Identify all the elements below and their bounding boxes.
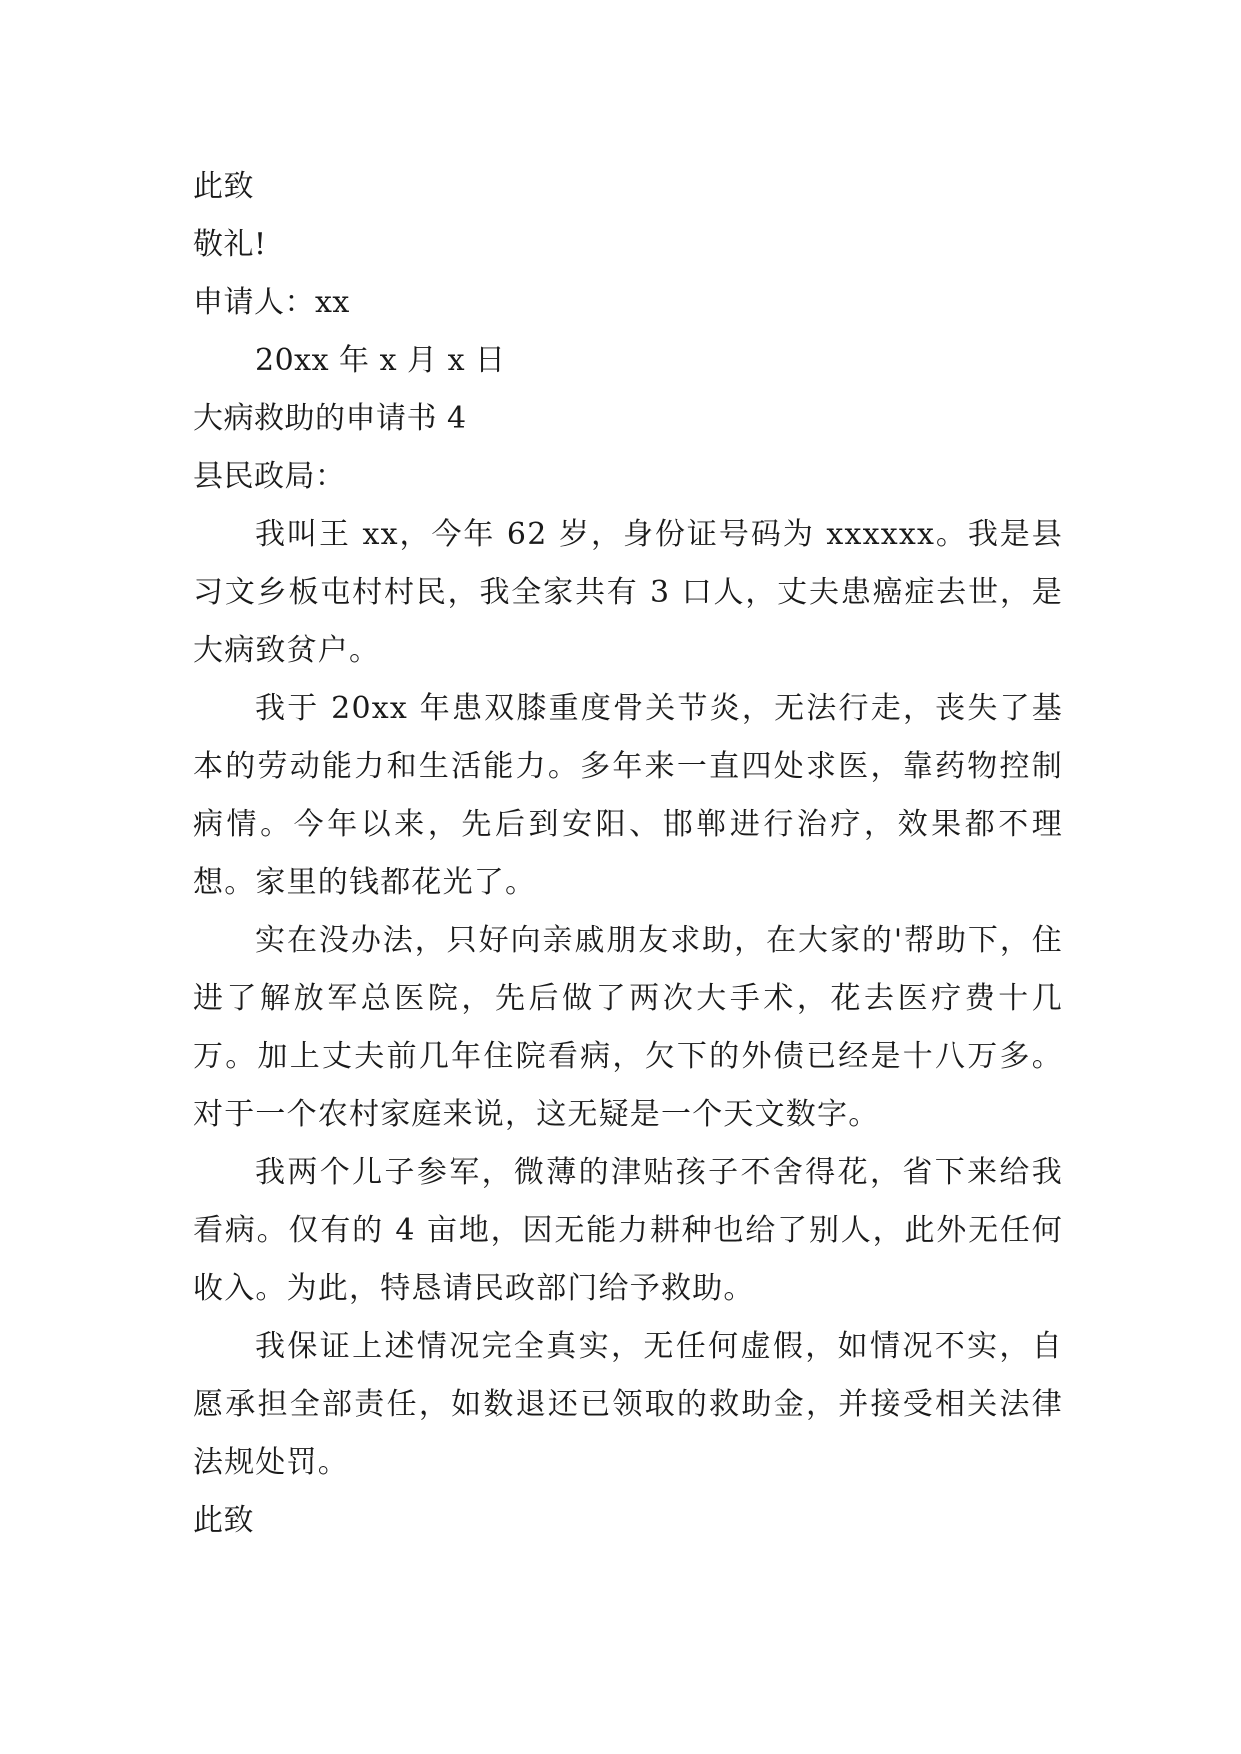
- closing-salutation-end: 此致: [193, 1503, 254, 1538]
- signature-date: 20xx 年 x 月 x 日: [255, 343, 506, 378]
- applicant-signature: 申请人：xx: [193, 285, 350, 320]
- closing-salutation: 此致: [193, 169, 254, 204]
- addressee: 县民政局：: [193, 459, 346, 494]
- document-title: 大病救助的申请书 4: [193, 401, 467, 436]
- document-page: [193, 158, 1063, 1550]
- body-paragraph: 我叫王 xx，今年 62 岁，身份证号码为 xxxxxx。我是县习文乡板屯村村民，我全家共有 3 口人，丈夫患癌症去世，是大病致贫户。: [193, 517, 1063, 668]
- body-paragraph: 我保证上述情况完全真实，无任何虚假，如情况不实，自愿承担全部责任，如数退还已领取的救助金，并接受相关法律法规处罚。: [193, 1329, 1063, 1480]
- body-paragraph: 我于 20xx 年患双膝重度骨关节炎，无法行走，丧失了基本的劳动能力和生活能力。多年来一直四处求医，靠药物控制病情。今年以来，先后到安阳、邯郸进行治疗，效果都不理想。家里的钱都花光了。: [193, 691, 1063, 900]
- closing-regards: 敬礼!: [193, 227, 267, 262]
- body-paragraph: 我两个儿子参军，微薄的津贴孩子不舍得花，省下来给我看病。仅有的 4 亩地，因无能力耕种也给了别人，此外无任何收入。为此，特恳请民政部门给予救助。: [193, 1155, 1063, 1306]
- body-paragraph: 实在没办法，只好向亲戚朋友求助，在大家的'帮助下，住进了解放军总医院，先后做了两次大手术，花去医疗费十几万。加上丈夫前几年住院看病，欠下的外债已经是十八万多。对于一个农村家庭来说，这无疑是一个天文数字。: [193, 923, 1063, 1132]
